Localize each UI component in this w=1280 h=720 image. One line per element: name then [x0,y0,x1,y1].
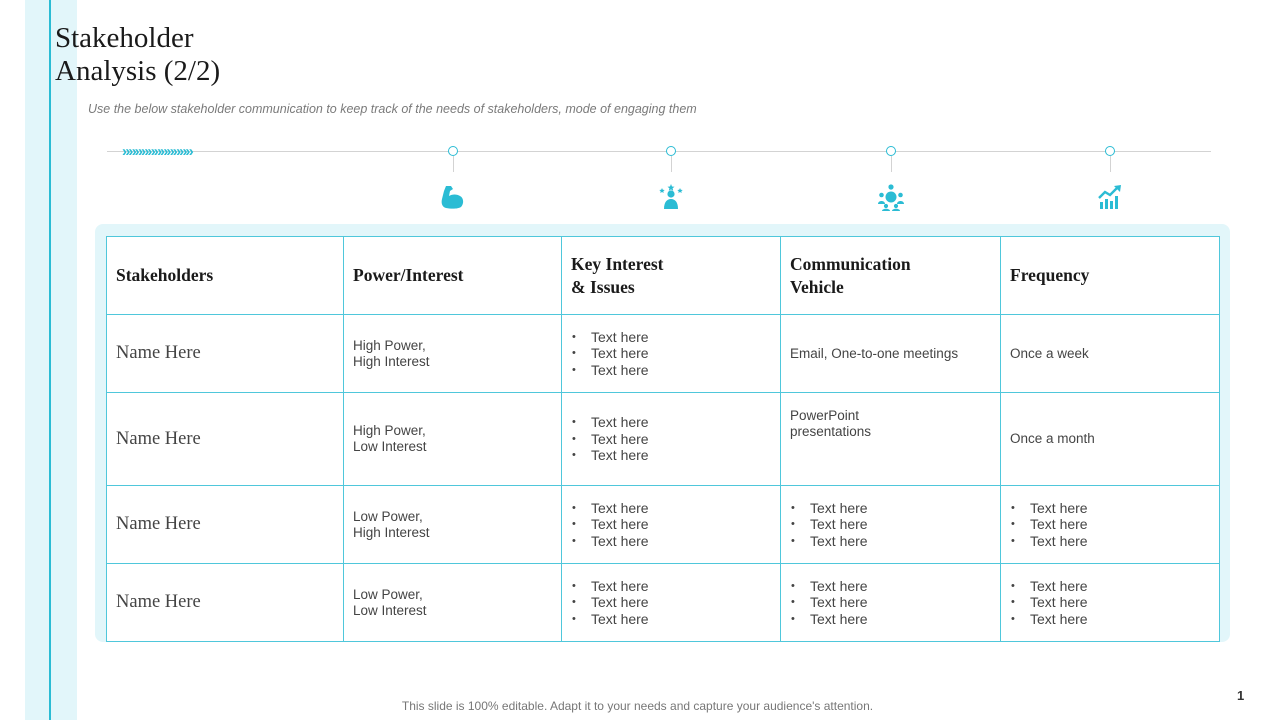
list-item: • Text here [571,345,771,362]
side-accent-line [49,0,51,720]
page-number: 1 [1237,688,1245,703]
list-item: • Text here [790,533,991,550]
power-interest-cell [344,486,562,564]
header-key-line-1: Key Interest [571,253,664,274]
power-line-1: High Power, [353,337,426,353]
list-item: • Text here [571,516,771,533]
header-comm-line-2: Vehicle [790,276,844,297]
list-item: • Text here [1010,578,1210,595]
list-item: • Text here [571,611,771,628]
subtitle: Use the below stakeholder communication to keep track of the needs of stakeholders, mode of engaging them [88,102,697,116]
list-item: • Text here [1010,594,1210,611]
header-key-interest [562,237,781,315]
table-header-row [107,237,1220,315]
communication-vehicle-cell: Email, One-to-one meetings [781,315,1001,393]
comm-line-2: presentations [790,424,872,439]
chevrons-arrow-icon: »»»»»»»»»»» [122,143,192,160]
list-item: • Text here [790,611,991,628]
power-interest-cell [344,393,562,486]
power-line-1: Low Power, [353,508,423,524]
growth-chart-icon [1096,183,1124,211]
comm-line-1: PowerPoint [790,408,860,423]
communication-vehicle-cell [781,393,1001,486]
stakeholder-name: Name Here [107,315,344,393]
stakeholder-name: Name Here [107,486,344,564]
power-interest-cell [344,315,562,393]
list-item: • Text here [571,329,771,346]
list-item: • Text here [571,362,771,379]
power-line-2: High Interest [353,353,430,369]
star-person-icon [657,183,685,211]
communication-vehicle-cell [781,486,1001,564]
power-line-1: High Power, [353,423,426,438]
power-interest-cell [344,564,562,642]
list-item: • Text here [571,431,771,448]
key-interest-cell [562,393,781,486]
header-key-line-2: & Issues [571,276,635,297]
communication-vehicle-cell [781,564,1001,642]
list-item: • Text here [1010,516,1210,533]
key-interest-cell [562,564,781,642]
header-communication-vehicle [781,237,1001,315]
table-row [107,486,1220,564]
side-accent-band [25,0,77,720]
timeline-line [107,151,1211,152]
list-item: • Text here [790,500,991,517]
table-row [107,315,1220,393]
title-line-1: Stakeholder [55,22,194,54]
list-item: • Text here [1010,611,1210,628]
page-title [55,22,220,88]
list-item: • Text here [571,578,771,595]
list-item: • Text here [571,500,771,517]
table-row [107,393,1220,486]
header-frequency: Frequency [1001,237,1220,315]
list-item: • Text here [790,516,991,533]
list-item: • Text here [1010,533,1210,550]
frequency-cell: Once a week [1001,315,1220,393]
list-item: • Text here [790,578,991,595]
list-item: • Text here [1010,500,1210,517]
power-line-2: Low Interest [353,602,427,618]
list-item: • Text here [571,594,771,611]
frequency-cell [1001,486,1220,564]
power-line-2: High Interest [353,524,430,540]
list-item: • Text here [571,447,771,464]
key-interest-cell [562,315,781,393]
stakeholder-name: Name Here [107,393,344,486]
frequency-cell [1001,564,1220,642]
frequency-cell: Once a month [1001,393,1220,486]
list-item: • Text here [790,594,991,611]
meeting-icon [877,183,905,211]
stakeholder-name: Name Here [107,564,344,642]
footer-note: This slide is 100% editable. Adapt it to your needs and capture your audience's attention. [401,699,874,713]
muscle-icon [439,183,467,211]
list-item: • Text here [571,414,771,431]
header-comm-line-1: Communication [790,253,911,274]
power-line-2: Low Interest [353,439,427,454]
title-line-2: Analysis (2/2) [55,55,221,87]
header-stakeholders: Stakeholders [107,237,344,315]
key-interest-cell [562,486,781,564]
table-row [107,564,1220,642]
power-line-1: Low Power, [353,586,423,602]
header-power-interest: Power/Interest [344,237,562,315]
stakeholder-table [106,236,1220,642]
list-item: • Text here [571,533,771,550]
